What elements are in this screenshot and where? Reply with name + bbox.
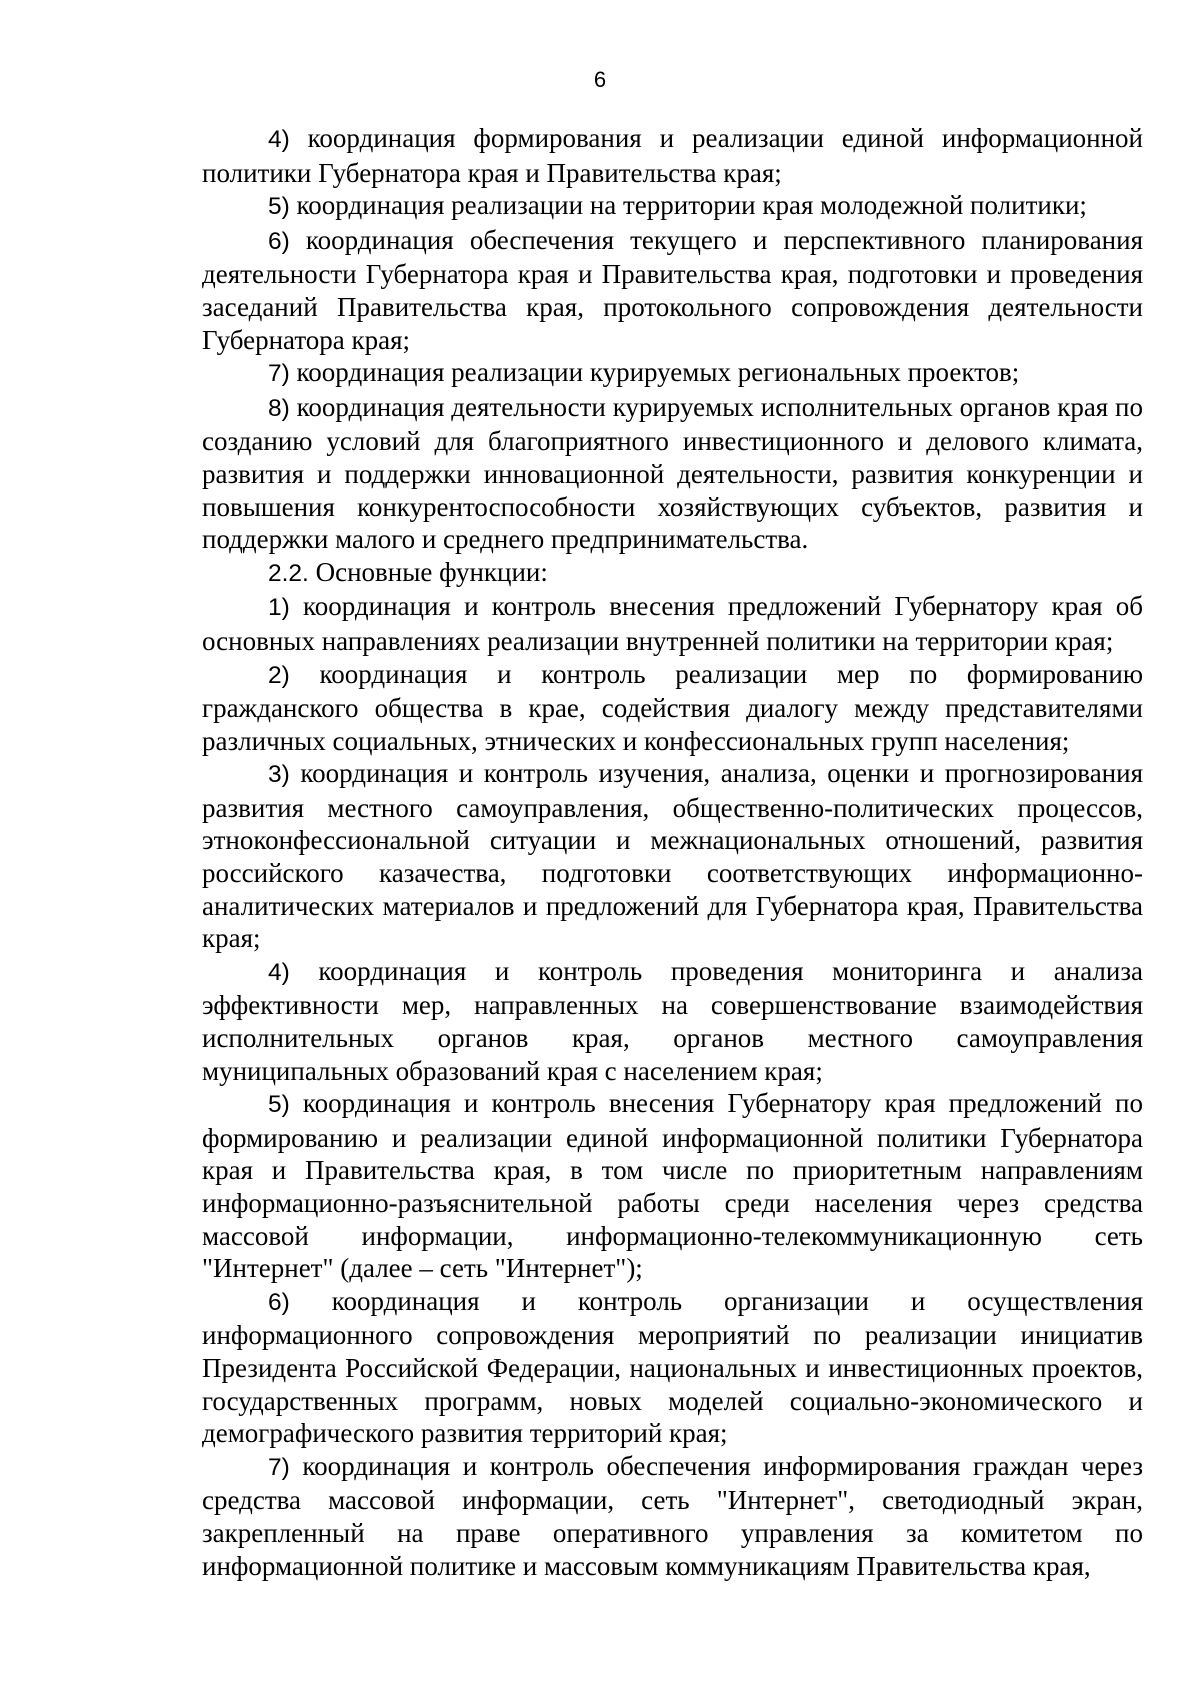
item-text: координация формирования и реализации единой информационной политики Губернатора края и Правительства края;: [202, 123, 1143, 188]
item-text: координация и контроль внесения Губернатору края предложений по формированию и реализации единой информационной политики Губернатора края и Правительства края, в том числе по приоритетным направлениям информационно-разъяснительной работы среди населения через средства массовой информации, информационно-телекоммуникационную сеть "Интернет" (далее – сеть "Интернет");: [202, 1088, 1143, 1284]
item-text: координация реализации курируемых региональных проектов;: [289, 357, 1020, 388]
paragraph-1-7: [202, 356, 1143, 391]
section-title: Основные функции:: [308, 556, 548, 587]
item-number: 6): [268, 227, 290, 255]
paragraph-2-3: [202, 757, 1143, 955]
item-number: 3): [268, 761, 290, 789]
item-text: координация деятельности курируемых исполнительных органов края по созданию условий для благоприятного инвестиционного и делового климата, развития и поддержки инновационной деятельности, развития конкуренции и повышения конкурентоспособности хозяйствующих субъектов, развития и поддержки малого и среднего предпринимательства.: [202, 391, 1143, 555]
item-number: 7): [268, 1453, 290, 1481]
item-text: координация и контроль организации и осуществления информационного сопровождения мероприятий по реализации инициатив Президента Российской Федерации, национальных и инвестиционных проектов, государственных программ, новых моделей социально-экономического и демографического развития территорий края;: [202, 1285, 1143, 1449]
page-number: 6: [593, 67, 607, 92]
item-text: координация и контроль изучения, анализа, оценки и прогнозирования развития местного самоуправления, общественно-политических процессов, этноконфессиональной ситуации и межнациональных отношений, развития российского казачества, подготовки соответствующих информационно-аналитических материалов и предложений для Губернатора края, Правительства края;: [202, 758, 1143, 954]
paragraph-2-2: [202, 658, 1143, 758]
paragraph-2-1: [202, 590, 1143, 657]
paragraph-2-6: [202, 1285, 1143, 1450]
item-text: координация и контроль реализации мер по формированию гражданского общества в крае, содействия диалогу между представителями различных социальных, этнических и конфессиональных групп населения;: [202, 658, 1143, 756]
item-number: 1): [268, 594, 290, 622]
item-text: координация и контроль проведения мониторинга и анализа эффективности мер, направленных на совершенствование взаимодействия исполнительных органов края, органов местного самоуправления муниципальных образований края с населением края;: [202, 955, 1143, 1086]
paragraph-1-8: [202, 391, 1143, 556]
item-text: координация реализации на территории края молодежной политики;: [289, 190, 1087, 221]
section-heading-2-2: [202, 556, 1143, 591]
item-text: координация и контроль обеспечения информирования граждан через средства массовой информации, сеть "Интернет", светодиодный экран, закрепленный на праве оперативного управления за комитетом по информационной политике и массовым коммуникациям Правительства края,: [202, 1450, 1143, 1581]
paragraph-2-7: [202, 1450, 1143, 1582]
item-number: 5): [268, 193, 290, 221]
item-text: координация обеспечения текущего и перспективного планирования деятельности Губернатора края и Правительства края, подготовки и проведения заседаний Правительства края, протокольного сопровождения деятельности Губернатора края;: [202, 224, 1143, 355]
item-number: 5): [268, 1091, 290, 1119]
item-number: 6): [268, 1288, 290, 1316]
item-number: 8): [268, 394, 290, 422]
paragraph-1-4: [202, 122, 1143, 189]
section-number: 2.2.: [268, 559, 309, 587]
document-body: [202, 122, 1143, 1582]
paragraph-2-5: [202, 1087, 1143, 1285]
item-text: координация и контроль внесения предложений Губернатору края об основных направлениях реализации внутренней политики на территории края;: [202, 591, 1143, 656]
item-number: 2): [268, 661, 290, 689]
item-number: 7): [268, 360, 290, 388]
paragraph-1-5: [202, 189, 1143, 224]
item-number: 4): [268, 958, 290, 986]
item-number: 4): [268, 126, 290, 153]
paragraph-2-4: [202, 955, 1143, 1087]
paragraph-1-6: [202, 224, 1143, 356]
